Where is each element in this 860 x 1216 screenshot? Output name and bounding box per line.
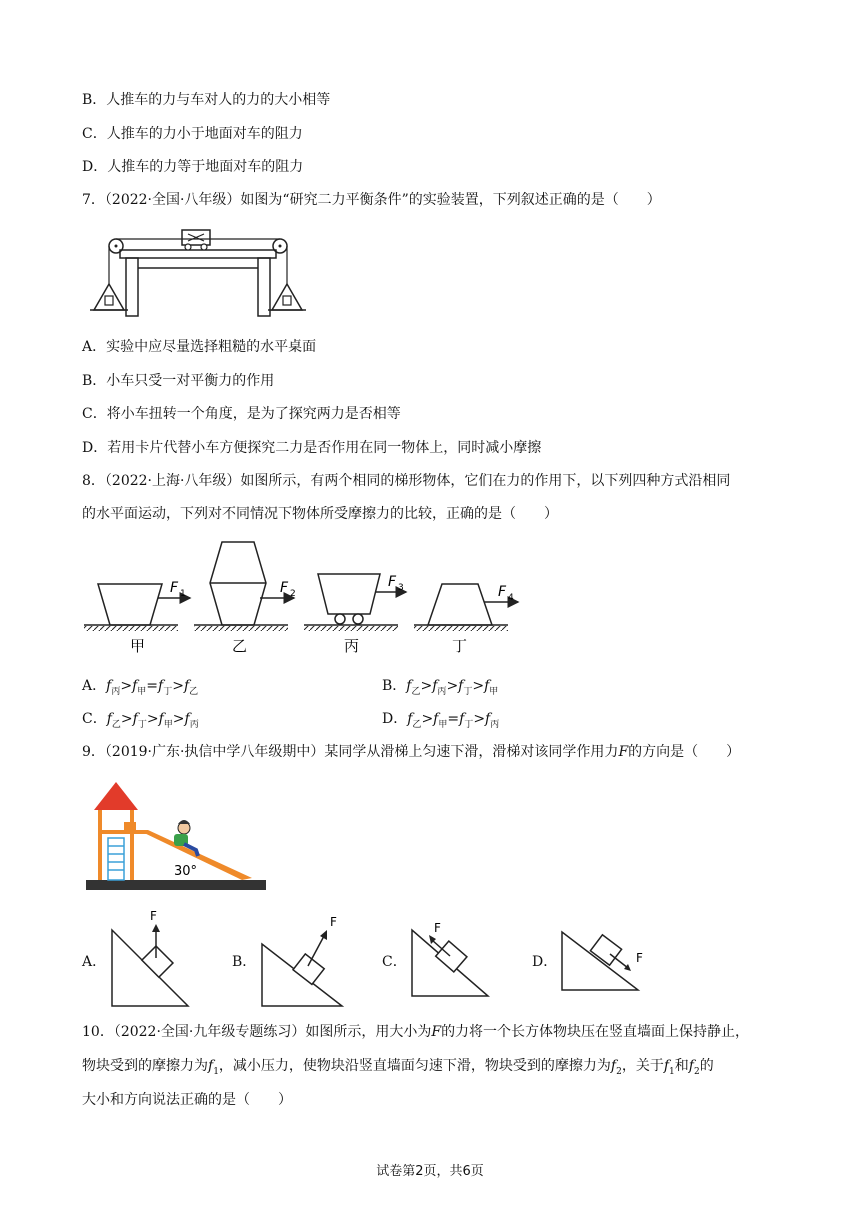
q7-option-c: C．将小车扭转一个角度，是为了探究两力是否相等	[82, 406, 401, 422]
q8-option-a: A．$f_丙>f_甲=f_丁>f_乙$	[82, 678, 199, 697]
force-sub-1: 1	[180, 589, 186, 599]
q9-a-force-label: F	[150, 909, 157, 923]
q8-option-d: D．$f_乙>f_甲=f_丁>f_丙$	[382, 711, 500, 730]
label-jia: 甲	[130, 637, 146, 655]
q9-option-a-label: A．	[82, 954, 107, 970]
q7-option-d: D．若用卡片代替小车方便探究二力是否作用在同一物体上，同时减小摩擦	[82, 440, 542, 456]
q8-option-c: C．$f_乙>f_丁>f_甲>f_丙$	[82, 711, 199, 730]
q9-option-c-label: C．	[382, 954, 407, 970]
q9-slide-figure	[86, 776, 266, 894]
label-ding: 丁	[452, 637, 468, 655]
q7-stem: 7．（2022·全国·八年级）如图为“研究二力平衡条件”的实验装置，下列叙述正确的是（ ）	[82, 192, 661, 208]
q8-option-b: B．$f_乙>f_丙>f_丁>f_甲$	[382, 678, 499, 697]
q9-option-b-figure	[258, 908, 348, 1008]
q9-d-force-label: F	[636, 951, 643, 965]
force-label-4: F	[498, 584, 507, 600]
q6-option-d: D．人推车的力等于地面对车的阻力	[82, 159, 304, 175]
q7-option-b: B．小车只受一对平衡力的作用	[82, 373, 275, 389]
page-footer: 试卷第2页，共6页	[376, 1164, 484, 1179]
q9-option-a-figure	[108, 908, 192, 1008]
q10-stem-line2: 物块受到的摩擦力为$f_1$，减小压力，使物块沿竖直墙面匀速下滑，物块受到的摩擦力为$f_2$，关于$f_1$和$f_2$的	[82, 1058, 714, 1077]
q9-option-b-label: B．	[232, 954, 257, 970]
q10-stem-line3: 大小和方向说法正确的是（ ）	[82, 1092, 292, 1108]
q7-balance-apparatus-figure	[88, 226, 308, 320]
label-yi: 乙	[232, 637, 248, 655]
q9-option-d-label: D．	[532, 954, 558, 970]
q9-option-d-figure	[560, 928, 660, 994]
force-label-1: F	[170, 580, 179, 596]
q6-option-b: B．人推车的力与车对人的力的大小相等	[82, 92, 331, 108]
q8-stem-line2: 的水平面运动，下列对不同情况下物体所受摩擦力的比较，正确的是（ ）	[82, 506, 558, 522]
force-label-2: F	[280, 580, 289, 596]
q9-b-force-label: F	[330, 915, 337, 929]
q7-option-a: A．实验中应尽量选择粗糙的水平桌面	[82, 339, 317, 355]
q9-stem: 9．（2019·广东·执信中学八年级期中）某同学从滑梯上匀速下滑，滑梯对该同学作用力F的方向是（ ）	[82, 744, 741, 760]
force-label-3: F	[388, 574, 397, 590]
q8-trapezoid-figure	[82, 540, 522, 658]
q9-c-force-label: F	[434, 921, 441, 935]
force-sub-3: 3	[398, 583, 404, 593]
slide-angle-label: 30°	[174, 864, 198, 879]
label-bing: 丙	[344, 637, 360, 655]
q8-stem-line1: 8．（2022·上海·八年级）如图所示，有两个相同的梯形物体，它们在力的作用下，以下列四种方式沿相同	[82, 473, 731, 489]
q6-option-c: C．人推车的力小于地面对车的阻力	[82, 126, 303, 142]
force-sub-2: 2	[290, 589, 296, 599]
q9-option-c-figure	[408, 920, 494, 1000]
q10-stem-line1: 10．（2022·全国·九年级专题练习）如图所示，用大小为F的力将一个长方体物块压在竖直墙面上保持静止，	[82, 1024, 750, 1040]
force-sub-4: 4	[508, 593, 514, 603]
